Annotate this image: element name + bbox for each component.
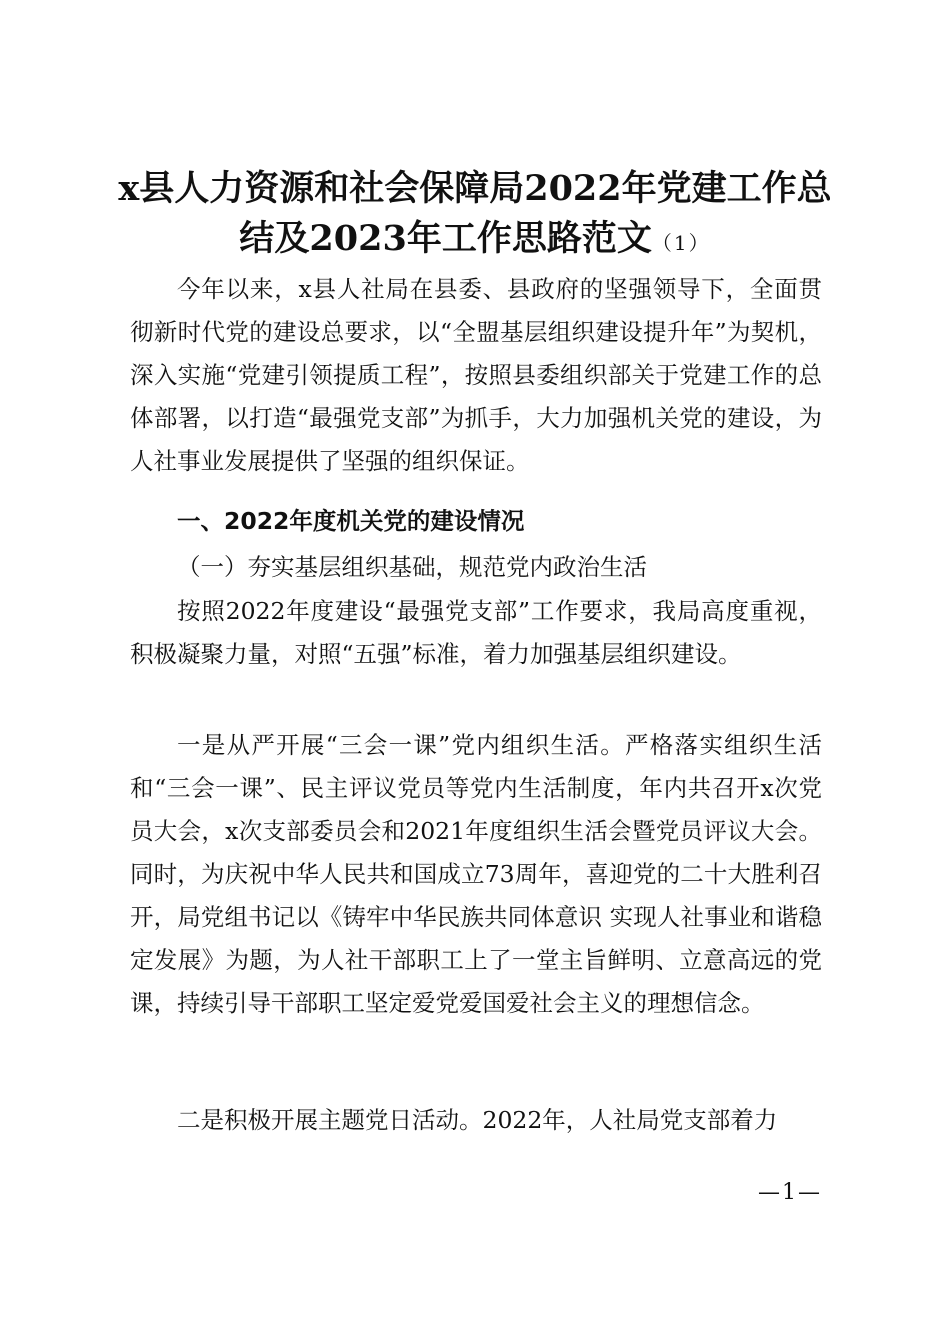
body-paragraph-3: 二是积极开展主题党日活动。2022年，人社局党支部着力 [177,1106,778,1134]
document-title [110,164,840,268]
page-number: —1— [758,1180,822,1205]
title-line-1: x县人力资源和社会保障局2022年党建工作总 [118,168,832,209]
subsection-heading-1: （一）夯实基层组织基础，规范党内政治生活 [177,553,647,581]
body-paragraph-1: 按照2022年度建设“最强党支部”工作要求，我局高度重视，积极凝聚力量，对照“五强”标准，着力加强基层组织建设。 [130,597,822,668]
section-heading-1: 一、2022年度机关党的建设情况 [177,507,525,535]
title-line-2: 结及2023年工作思路范文 [239,218,652,259]
title-suffix: （1） [651,231,711,255]
intro-paragraph: 今年以来，x县人社局在县委、县政府的坚强领导下，全面贯彻新时代党的建设总要求，以“全盟基层组织建设提升年”为契机，深入实施“党建引领提质工程”，按照县委组织部关于党建工作的总体部署，以打造“最强党支部”为抓手，大力加强机关党的建设，为人社事业发展提供了坚强的组织保证。 [130,275,822,475]
body-paragraph-2: 一是从严开展“三会一课”党内组织生活。严格落实组织生活和“三会一课”、民主评议党员等党内生活制度，年内共召开x次党员大会，x次支部委员会和2021年度组织生活会暨党员评议大会。同时，为庆祝中华人民共和国成立73周年，喜迎党的二十大胜利召开，局党组书记以《铸牢中华民族共同体意识 实现人社事业和谐稳定发展》为题，为人社干部职工上了一堂主旨鲜明、立意高远的党课，持续引导干部职工坚定爱党爱国爱社会主义的理想信念。 [130,731,822,1017]
